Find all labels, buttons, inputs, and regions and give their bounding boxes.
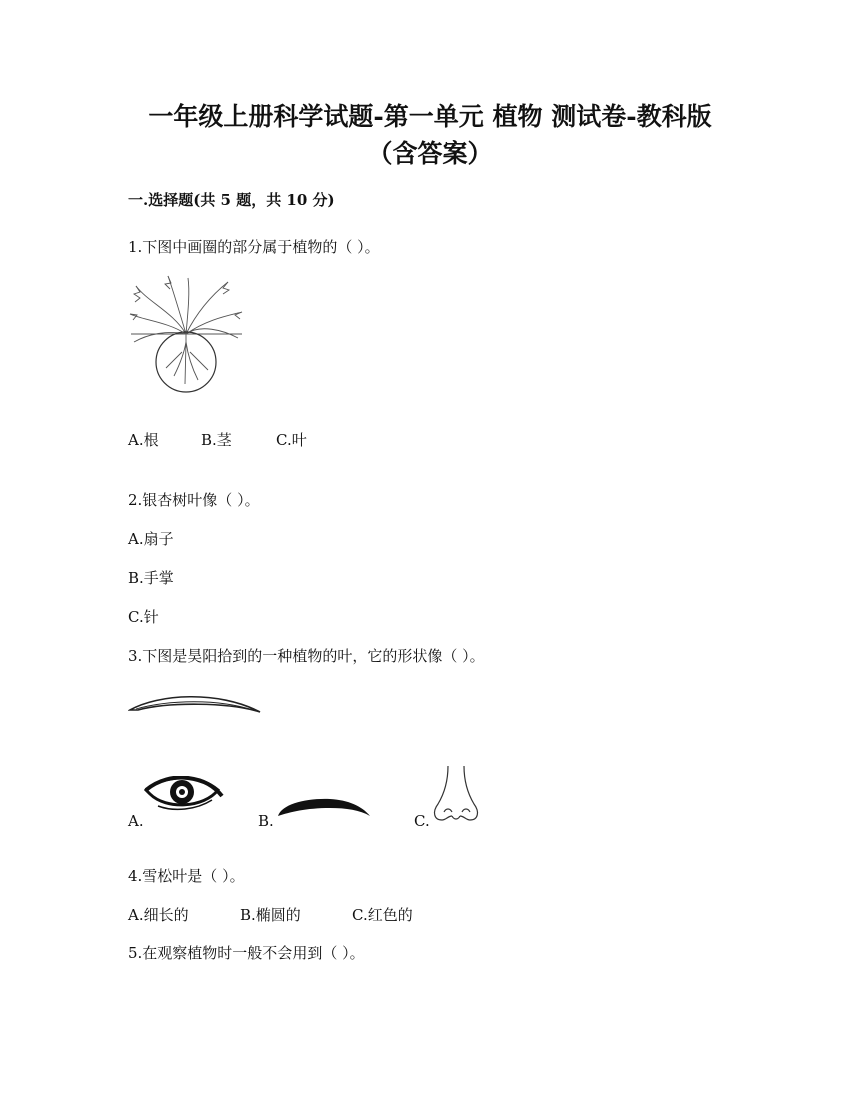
question-3-stem: 3.下图是昊阳拾到的一种植物的叶，它的形状像（ ）。 — [128, 647, 485, 665]
question-3-option-a: A. — [128, 812, 144, 830]
question-4-option-b: B.椭圆的 — [240, 906, 301, 924]
question-1-option-c: C.叶 — [276, 431, 307, 449]
section-heading: 一.选择题(共 5 题，共 10 分) — [128, 191, 335, 209]
question-2-stem: 2.银杏树叶像（ ）。 — [128, 491, 260, 509]
leaf-figure — [128, 690, 262, 718]
question-2-option-a: A.扇子 — [128, 530, 174, 548]
question-1-option-a: A.根 — [128, 431, 159, 449]
question-1-option-b: B.茎 — [201, 431, 232, 449]
question-1-stem: 1.下图中画圈的部分属于植物的（ ）。 — [128, 238, 380, 256]
question-4-stem: 4.雪松叶是（ ）。 — [128, 867, 245, 885]
page-title-line2: （含答案） — [367, 139, 493, 168]
question-4-option-c: C.红色的 — [352, 906, 413, 924]
eyebrow-icon — [276, 796, 372, 820]
eye-icon — [144, 776, 226, 818]
question-3-option-c: C. — [414, 812, 430, 830]
question-3-option-b: B. — [258, 812, 274, 830]
question-5-stem: 5.在观察植物时一般不会用到（ ）。 — [128, 944, 365, 962]
question-2-option-b: B.手掌 — [128, 569, 174, 587]
nose-icon — [430, 764, 484, 826]
question-2-option-c: C.针 — [128, 608, 159, 626]
dandelion-root-figure — [128, 272, 246, 394]
page-title-line1: 一年级上册科学试题-第一单元 植物 测试卷-教科版 — [148, 102, 712, 131]
question-4-option-a: A.细长的 — [128, 906, 189, 924]
